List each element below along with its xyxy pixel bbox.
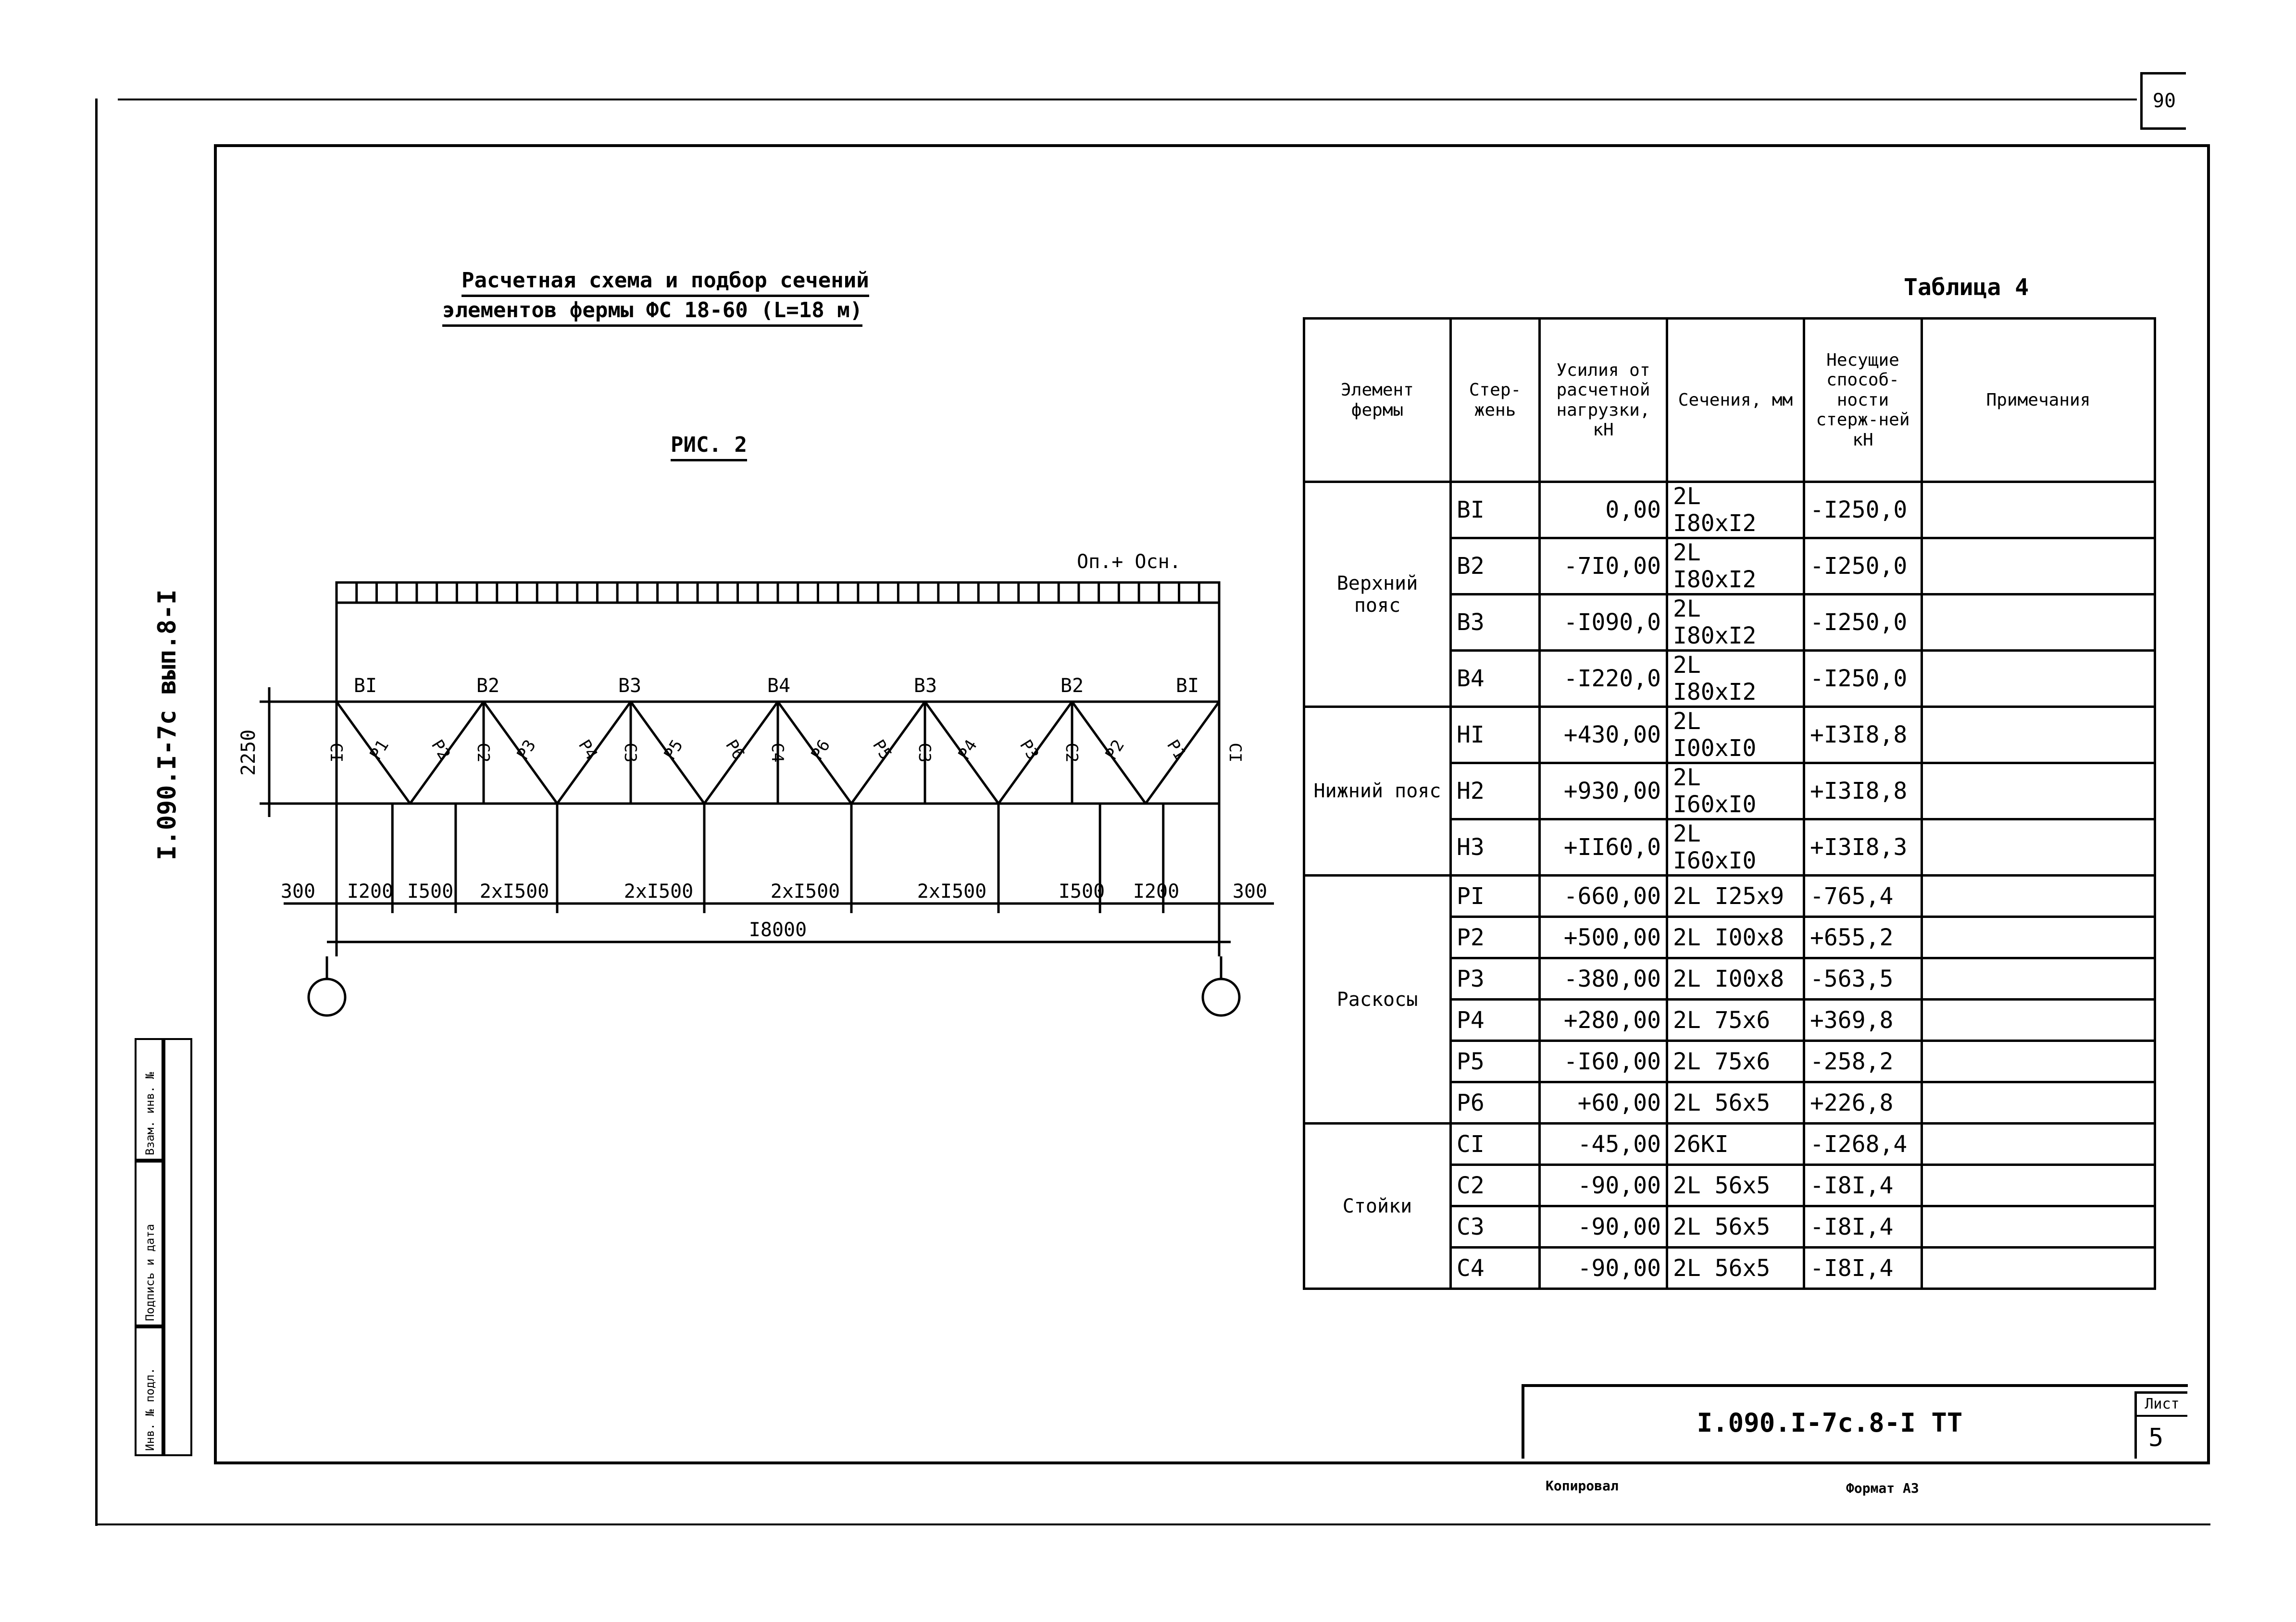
cell-section: 2L 75x6 [1667, 1000, 1804, 1041]
post-label: CI [326, 743, 346, 763]
diagonal-label: P4 [954, 736, 981, 764]
side-code: I.090.I-7c вып.8-I [153, 589, 182, 860]
sheet-number: 5 [2148, 1424, 2164, 1452]
cell-force: -90,00 [1540, 1206, 1667, 1248]
cell-capacity: -I250,0 [1804, 594, 1922, 651]
diagonal-label: P2 [1101, 736, 1128, 764]
cell-section: 2L 56x5 [1667, 1165, 1804, 1206]
cell-force: -380,00 [1540, 958, 1667, 1000]
header-capacity: Несущие способ-ности стерж-ней кН [1804, 319, 1922, 482]
header-notes: Примечания [1922, 319, 2155, 482]
top-chord-label: BI [1175, 675, 1199, 697]
diagonal-label: P1 [1163, 736, 1190, 764]
drawing-title-line2: элементов фермы ФС 18-60 (L=18 м) [442, 298, 862, 322]
cell-section: 2L I00x8 [1667, 958, 1804, 1000]
cell-notes [1922, 1165, 2155, 1206]
copied-label: Копировал [1546, 1478, 1619, 1494]
span-dimension-label: 2xI500 [624, 880, 694, 903]
cell-capacity: -258,2 [1804, 1041, 1922, 1082]
cell-notes [1922, 538, 2155, 594]
cell-capacity: +I3I8,8 [1804, 763, 1922, 819]
diagonal-label: P5 [869, 736, 896, 764]
corner-number-box [2140, 72, 2186, 130]
cell-force: +430,00 [1540, 707, 1667, 763]
cell-capacity: -I250,0 [1804, 482, 1922, 538]
cell-section: 2L I80xI2 [1667, 594, 1804, 651]
post-label: C3 [915, 743, 934, 763]
span-dimension-label: 300 [280, 880, 316, 903]
outer-frame-top [118, 99, 2137, 100]
table-row [1304, 482, 2155, 538]
top-chord-label: BI [353, 675, 377, 697]
cell-force: +II60,0 [1540, 819, 1667, 876]
top-chord-label: B3 [913, 675, 937, 697]
table-row [1304, 707, 2155, 763]
cell-capacity: -I8I,4 [1804, 1248, 1922, 1289]
cell-force: -90,00 [1540, 1165, 1667, 1206]
cell-force: -I220,0 [1540, 651, 1667, 707]
cell-capacity: -I268,4 [1804, 1124, 1922, 1165]
header-rod: Стер-жень [1451, 319, 1540, 482]
cell-rod: C2 [1451, 1165, 1540, 1206]
cell-notes [1922, 651, 2155, 707]
top-chord-label: B2 [476, 675, 500, 697]
cell-rod: B4 [1451, 651, 1540, 707]
cell-section: 2L 56x5 [1667, 1248, 1804, 1289]
cell-capacity: -I250,0 [1804, 651, 1922, 707]
cell-capacity: -765,4 [1804, 876, 1922, 917]
header-section: Сечения, мм [1667, 319, 1804, 482]
post-label: CI [1225, 743, 1245, 763]
header-force: Усилия от расчетной нагрузки, кН [1540, 319, 1667, 482]
cell-force: +500,00 [1540, 917, 1667, 958]
cell-section: 2L I60xI0 [1667, 819, 1804, 876]
cell-section: 2L 75x6 [1667, 1041, 1804, 1082]
cell-rod: P5 [1451, 1041, 1540, 1082]
sheet-label: Лист [2137, 1394, 2187, 1417]
sheet-box [2134, 1391, 2187, 1459]
cell-notes [1922, 1124, 2155, 1165]
table-row [1304, 1124, 2155, 1165]
diagonal-label: P2 [427, 736, 454, 764]
cell-rod: C3 [1451, 1206, 1540, 1248]
table-caption: Таблица 4 [1904, 274, 2029, 301]
cell-section: 2L I00xI0 [1667, 707, 1804, 763]
span-dimension-label: 300 [1232, 880, 1268, 903]
support-left [309, 979, 345, 1015]
cell-force: +280,00 [1540, 1000, 1667, 1041]
cell-rod: HI [1451, 707, 1540, 763]
height-dimension-label: 2250 [237, 729, 260, 776]
cell-section: 2L 56x5 [1667, 1082, 1804, 1124]
cell-force: +60,00 [1540, 1082, 1667, 1124]
cell-capacity: -I250,0 [1804, 538, 1922, 594]
title-block [1522, 1384, 2188, 1459]
total-span-label: I8000 [749, 919, 807, 941]
cell-force: -90,00 [1540, 1248, 1667, 1289]
cell-rod: BI [1451, 482, 1540, 538]
cell-force: +930,00 [1540, 763, 1667, 819]
cell-force: -I090,0 [1540, 594, 1667, 651]
cell-section: 26KI [1667, 1124, 1804, 1165]
diagonal-label: P6 [722, 736, 749, 764]
cell-rod: B3 [1451, 594, 1540, 651]
group-name: Раскосы [1304, 876, 1451, 1124]
cell-notes [1922, 707, 2155, 763]
diagonal-label: P3 [513, 736, 540, 764]
outer-frame-bottom [95, 1523, 2210, 1525]
span-dimension-label: I500 [407, 880, 454, 903]
post-label: C2 [1062, 743, 1081, 763]
cell-section: 2L I25x9 [1667, 876, 1804, 917]
cell-section: 2L I80xI2 [1667, 482, 1804, 538]
cell-rod: P2 [1451, 917, 1540, 958]
cell-rod: P3 [1451, 958, 1540, 1000]
cell-notes [1922, 876, 2155, 917]
diagonal-label: P1 [366, 736, 393, 764]
span-dimension-label: I200 [1133, 880, 1180, 903]
cell-notes [1922, 763, 2155, 819]
cell-capacity: +226,8 [1804, 1082, 1922, 1124]
cell-rod: H2 [1451, 763, 1540, 819]
cell-force: -660,00 [1540, 876, 1667, 917]
cell-notes [1922, 1000, 2155, 1041]
cell-rod: B2 [1451, 538, 1540, 594]
span-dimension-label: I500 [1058, 880, 1105, 903]
truss-diagram [237, 538, 1298, 1028]
cell-notes [1922, 1206, 2155, 1248]
cell-force: -7I0,00 [1540, 538, 1667, 594]
stamp-cell-replace: Взам. инв. № [135, 1038, 163, 1161]
approval-stamp [135, 1038, 192, 1456]
header-element: Элемент фермы [1304, 319, 1451, 482]
cell-rod: C4 [1451, 1248, 1540, 1289]
cell-section: 2L I00x8 [1667, 917, 1804, 958]
cell-section: 2L I80xI2 [1667, 538, 1804, 594]
figure-label: РИС. 2 [671, 433, 747, 457]
cell-rod: P4 [1451, 1000, 1540, 1041]
cell-capacity: +655,2 [1804, 917, 1922, 958]
post-label: C3 [621, 743, 640, 763]
table-4 [1303, 317, 2156, 1290]
span-dimension-label: 2xI500 [479, 880, 549, 903]
stamp-cell-sign: Подпись и дата [135, 1161, 163, 1326]
cell-notes [1922, 594, 2155, 651]
cell-notes [1922, 482, 2155, 538]
top-chord-label: B3 [618, 675, 642, 697]
title-block-code: I.090.I-7c.8-I TT [1697, 1408, 1963, 1438]
span-dimension-label: 2xI500 [770, 880, 840, 903]
diagonal-label: P6 [807, 736, 834, 764]
cell-capacity: -I8I,4 [1804, 1206, 1922, 1248]
cell-section: 2L I80xI2 [1667, 651, 1804, 707]
diagonal-label: P4 [574, 736, 601, 764]
post-label: C2 [474, 743, 493, 763]
corner-number: 90 [2152, 90, 2176, 112]
cell-capacity: -I8I,4 [1804, 1165, 1922, 1206]
cell-force: 0,00 [1540, 482, 1667, 538]
top-chord-label: B4 [767, 675, 791, 697]
cell-force: -I60,00 [1540, 1041, 1667, 1082]
span-dimension-label: 2xI500 [917, 880, 987, 903]
cell-notes [1922, 1082, 2155, 1124]
top-chord-label: B2 [1060, 675, 1084, 697]
cell-capacity: -563,5 [1804, 958, 1922, 1000]
cell-section: 2L I60xI0 [1667, 763, 1804, 819]
cell-rod: PI [1451, 876, 1540, 917]
cell-capacity: +I3I8,3 [1804, 819, 1922, 876]
cell-force: -45,00 [1540, 1124, 1667, 1165]
stamp-cell-inv: Инв. № подл. [135, 1326, 163, 1456]
drawing-title-line1: Расчетная схема и подбор сечений [462, 268, 869, 293]
group-name: Стойки [1304, 1124, 1451, 1289]
diagonal-label: P5 [660, 736, 687, 764]
cell-notes [1922, 819, 2155, 876]
cell-notes [1922, 1041, 2155, 1082]
cell-capacity: +369,8 [1804, 1000, 1922, 1041]
support-right [1203, 979, 1239, 1015]
cell-rod: CI [1451, 1124, 1540, 1165]
table-row [1304, 876, 2155, 917]
cell-notes [1922, 917, 2155, 958]
cell-notes [1922, 1248, 2155, 1289]
cell-capacity: +I3I8,8 [1804, 707, 1922, 763]
cell-rod: P6 [1451, 1082, 1540, 1124]
stamp-blank-column [163, 1038, 192, 1456]
post-label: C4 [768, 743, 787, 763]
cell-notes [1922, 958, 2155, 1000]
cell-section: 2L 56x5 [1667, 1206, 1804, 1248]
format-label: Формат А3 [1846, 1480, 1919, 1496]
diagonal-label: P3 [1016, 736, 1043, 764]
group-name: Верхний пояс [1304, 482, 1451, 707]
span-dimension-label: I200 [347, 880, 394, 903]
load-label: Оп.+ Осн. [1077, 551, 1181, 573]
cell-rod: H3 [1451, 819, 1540, 876]
group-name: Нижний пояс [1304, 707, 1451, 876]
